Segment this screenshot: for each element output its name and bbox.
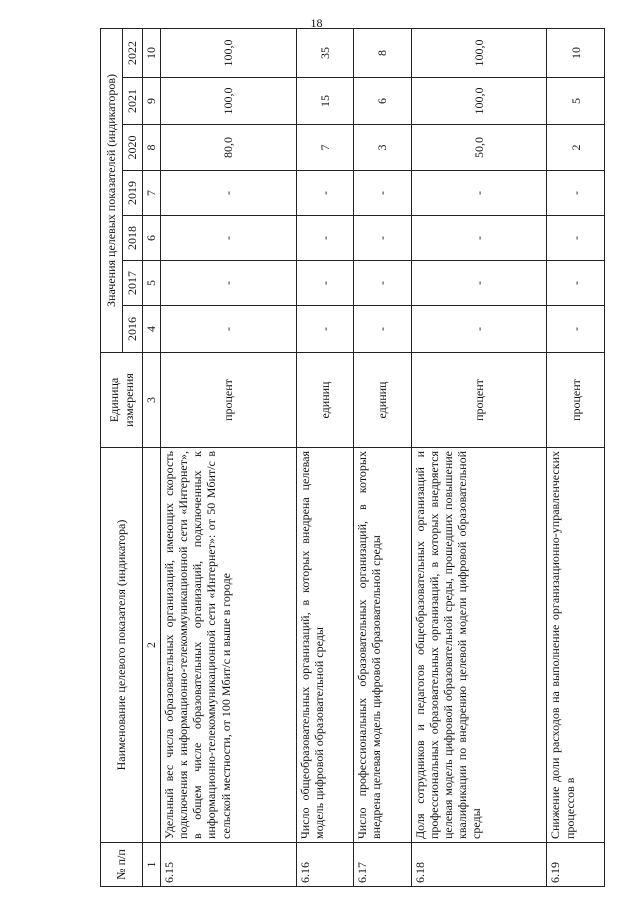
value-2021: 5 [547,78,605,125]
header-row-1 [101,28,123,886]
value-2021: 15 [296,78,354,125]
value-2020: 2 [547,125,605,171]
indicator-unit: единиц [296,353,354,448]
row-number: 6.15 [161,843,297,887]
row-number: 6.18 [411,843,547,887]
value-2016: - [161,306,297,353]
value-2020: 50,0 [411,125,547,171]
value-2022: 100,0 [161,28,297,77]
column-index: 8 [143,125,161,171]
value-2017: - [411,261,547,306]
column-index: 10 [143,28,161,77]
value-2020: 3 [354,125,412,171]
indicator-unit: процент [161,353,297,448]
value-2016: - [354,306,412,353]
header-year: 2017 [123,261,143,306]
header-year: 2021 [123,78,143,125]
indicator-unit: единиц [354,353,412,448]
indicator-name: Снижение доли расходов на выполнение организационно-управленческих процессов в [547,448,605,843]
value-2018: - [547,216,605,261]
value-2018: - [161,216,297,261]
header-values-group: Значения целевых показателей (индикаторов) [101,28,123,352]
header-name: Наименование целевого показателя (индикатора) [101,448,143,843]
value-2018: - [296,216,354,261]
value-2019: - [161,171,297,216]
value-2020: 7 [296,125,354,171]
page-number: 18 [310,16,323,30]
header-year: 2019 [123,171,143,216]
indicator-unit: процент [547,353,605,448]
indicator-name: Удельный вес числа образовательных организаций, имеющих скорость подключения к информационно-телекоммуникационной сети «Интернет», в общем числе образовательных организаций, подключенных к информационно-телекоммуникационной сети «Интернет»: от 50 Мбит/с в сельской местности, от 100 Мбит/с и выше в городе [161,448,297,843]
value-2020: 80,0 [161,125,297,171]
value-2016: - [547,306,605,353]
column-index: 1 [143,843,161,887]
row-number: 6.16 [296,843,354,887]
header-year: 2022 [123,28,143,77]
value-2018: - [411,216,547,261]
value-2016: - [411,306,547,353]
header-year: 2018 [123,216,143,261]
indicator-name: Доля сотрудников и педагогов общеобразовательных организаций и профессиональных образовательных организаций, в которых внедряется целевая модель цифровой образовательной среды, прошедших повышение квалификации по внедрению целевой модели цифровой образовательной среды [411,448,547,843]
table-row [354,28,412,886]
value-2021: 6 [354,78,412,125]
indicators-table-wrapper [100,29,605,887]
value-2019: - [354,171,412,216]
table-row [547,28,605,886]
column-index: 9 [143,78,161,125]
header-unit: Единица измерения [101,353,143,448]
indicator-name: Число профессиональных образовательных организаций, в которых внедрена целевая модель цифровой образовательной среды [354,448,412,843]
column-index-row [143,28,161,886]
column-index: 4 [143,306,161,353]
value-2017: - [296,261,354,306]
value-2022: 10 [547,28,605,77]
header-num: № п/п [101,843,143,887]
value-2021: 100,0 [161,78,297,125]
column-index: 3 [143,353,161,448]
value-2022: 35 [296,28,354,77]
value-2019: - [296,171,354,216]
value-2017: - [547,261,605,306]
header-year: 2020 [123,125,143,171]
value-2017: - [354,261,412,306]
table-row [161,28,297,886]
value-2019: - [411,171,547,216]
value-2018: - [354,216,412,261]
row-number: 6.17 [354,843,412,887]
table-row [296,28,354,886]
value-2017: - [161,261,297,306]
header-year: 2016 [123,306,143,353]
column-index: 6 [143,216,161,261]
value-2016: - [296,306,354,353]
indicators-table [100,28,605,887]
column-index: 5 [143,261,161,306]
table-row [411,28,547,886]
value-2022: 8 [354,28,412,77]
value-2019: - [547,171,605,216]
column-index: 2 [143,448,161,843]
value-2021: 100,0 [411,78,547,125]
value-2022: 100,0 [411,28,547,77]
indicator-name: Число общеобразовательных организаций, в которых внедрена целевая модель цифровой образовательной среды [296,448,354,843]
row-number: 6.19 [547,843,605,887]
indicator-unit: процент [411,353,547,448]
column-index: 7 [143,171,161,216]
